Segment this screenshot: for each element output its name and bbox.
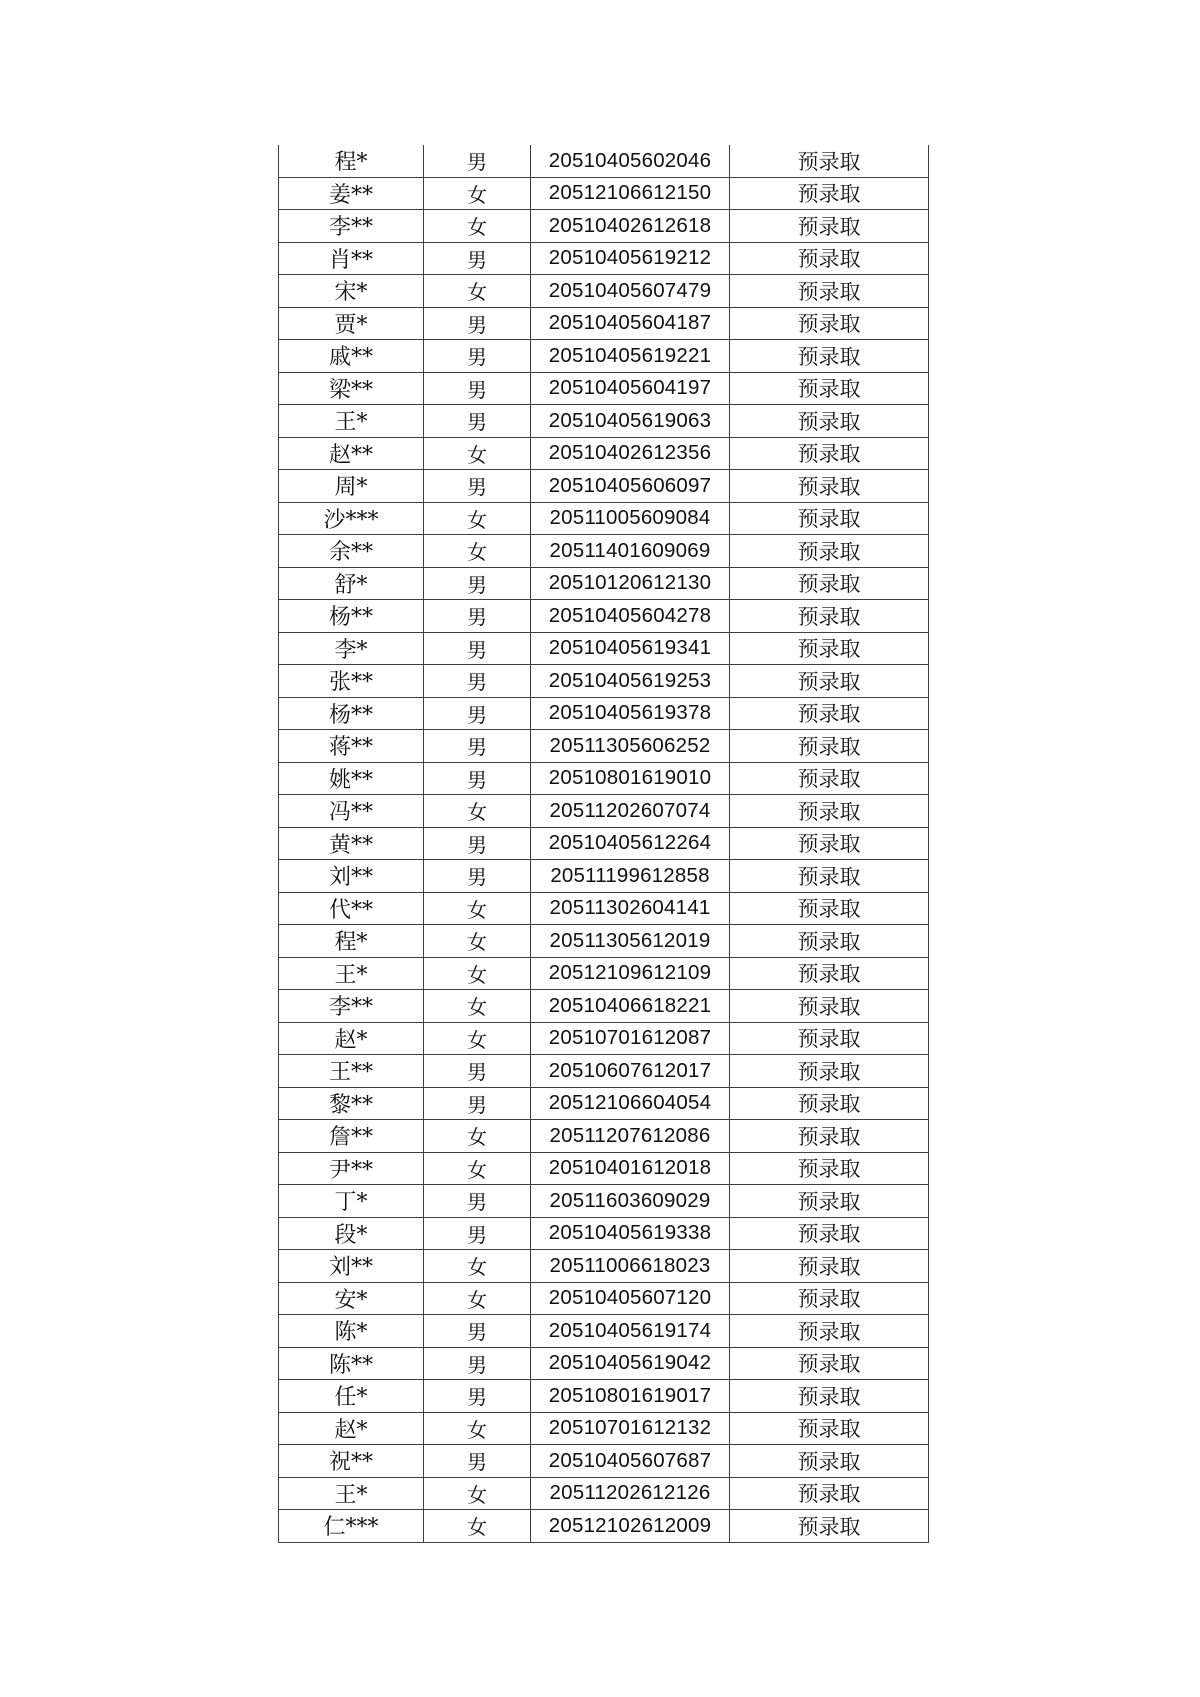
admission-status-cell: 预录取 bbox=[730, 502, 929, 535]
exam-number-cell: 20512109612109 bbox=[531, 957, 730, 990]
exam-number-cell: 20511006618023 bbox=[531, 1250, 730, 1283]
student-name-cell: 周* bbox=[279, 470, 424, 503]
table-row bbox=[279, 1217, 929, 1250]
gender-cell: 男 bbox=[424, 1380, 531, 1413]
exam-number-cell: 20510405619063 bbox=[531, 405, 730, 438]
admission-status-cell: 预录取 bbox=[730, 1250, 929, 1283]
admission-table bbox=[278, 145, 929, 1543]
exam-number-cell: 20510801619017 bbox=[531, 1380, 730, 1413]
table-row bbox=[279, 1120, 929, 1153]
gender-cell: 女 bbox=[424, 535, 531, 568]
student-name-cell: 赵** bbox=[279, 437, 424, 470]
gender-cell: 男 bbox=[424, 827, 531, 860]
table-row bbox=[279, 177, 929, 210]
exam-number-cell: 20512102612009 bbox=[531, 1510, 730, 1543]
student-name-cell: 贾* bbox=[279, 307, 424, 340]
admission-status-cell: 预录取 bbox=[730, 177, 929, 210]
student-name-cell: 陈* bbox=[279, 1315, 424, 1348]
admission-status-cell: 预录取 bbox=[730, 860, 929, 893]
gender-cell: 女 bbox=[424, 1250, 531, 1283]
student-name-cell: 姚** bbox=[279, 762, 424, 795]
gender-cell: 女 bbox=[424, 957, 531, 990]
gender-cell: 女 bbox=[424, 502, 531, 535]
table-row bbox=[279, 307, 929, 340]
table-row bbox=[279, 1282, 929, 1315]
student-name-cell: 王* bbox=[279, 405, 424, 438]
exam-number-cell: 20510405612264 bbox=[531, 827, 730, 860]
exam-number-cell: 20510405602046 bbox=[531, 145, 730, 177]
student-name-cell: 黄** bbox=[279, 827, 424, 860]
exam-number-cell: 20510405604278 bbox=[531, 600, 730, 633]
admission-status-cell: 预录取 bbox=[730, 307, 929, 340]
student-name-cell: 丁* bbox=[279, 1185, 424, 1218]
admission-status-cell: 预录取 bbox=[730, 1412, 929, 1445]
gender-cell: 男 bbox=[424, 730, 531, 763]
table-row bbox=[279, 210, 929, 243]
student-name-cell: 蒋** bbox=[279, 730, 424, 763]
exam-number-cell: 20511302604141 bbox=[531, 892, 730, 925]
gender-cell: 女 bbox=[424, 990, 531, 1023]
table-row bbox=[279, 1412, 929, 1445]
exam-number-cell: 20510405604197 bbox=[531, 372, 730, 405]
exam-number-cell: 20511305606252 bbox=[531, 730, 730, 763]
student-name-cell: 戚** bbox=[279, 340, 424, 373]
table-row bbox=[279, 340, 929, 373]
gender-cell: 女 bbox=[424, 1282, 531, 1315]
gender-cell: 男 bbox=[424, 340, 531, 373]
student-name-cell: 祝** bbox=[279, 1445, 424, 1478]
table-row bbox=[279, 502, 929, 535]
gender-cell: 男 bbox=[424, 307, 531, 340]
exam-number-cell: 20510701612087 bbox=[531, 1022, 730, 1055]
gender-cell: 男 bbox=[424, 567, 531, 600]
exam-number-cell: 20510405619338 bbox=[531, 1217, 730, 1250]
gender-cell: 男 bbox=[424, 697, 531, 730]
table-row bbox=[279, 535, 929, 568]
student-name-cell: 宋* bbox=[279, 275, 424, 308]
admission-status-cell: 预录取 bbox=[730, 697, 929, 730]
gender-cell: 女 bbox=[424, 1022, 531, 1055]
table-row bbox=[279, 1022, 929, 1055]
student-name-cell: 詹** bbox=[279, 1120, 424, 1153]
exam-number-cell: 20511202607074 bbox=[531, 795, 730, 828]
student-name-cell: 肖** bbox=[279, 242, 424, 275]
student-name-cell: 余** bbox=[279, 535, 424, 568]
admission-status-cell: 预录取 bbox=[730, 372, 929, 405]
admission-status-cell: 预录取 bbox=[730, 340, 929, 373]
table-row bbox=[279, 1055, 929, 1088]
admission-status-cell: 预录取 bbox=[730, 210, 929, 243]
admission-status-cell: 预录取 bbox=[730, 1445, 929, 1478]
exam-number-cell: 20510405619341 bbox=[531, 632, 730, 665]
table-row bbox=[279, 470, 929, 503]
admission-status-cell: 预录取 bbox=[730, 1022, 929, 1055]
gender-cell: 女 bbox=[424, 795, 531, 828]
table-row bbox=[279, 860, 929, 893]
admission-status-cell: 预录取 bbox=[730, 1217, 929, 1250]
exam-number-cell: 20510801619010 bbox=[531, 762, 730, 795]
exam-number-cell: 20510406618221 bbox=[531, 990, 730, 1023]
admission-status-cell: 预录取 bbox=[730, 1315, 929, 1348]
gender-cell: 男 bbox=[424, 1347, 531, 1380]
exam-number-cell: 20510401612018 bbox=[531, 1152, 730, 1185]
table-row bbox=[279, 990, 929, 1023]
exam-number-cell: 20510405619378 bbox=[531, 697, 730, 730]
gender-cell: 男 bbox=[424, 665, 531, 698]
exam-number-cell: 20510120612130 bbox=[531, 567, 730, 600]
admission-status-cell: 预录取 bbox=[730, 1087, 929, 1120]
exam-number-cell: 20511305612019 bbox=[531, 925, 730, 958]
gender-cell: 女 bbox=[424, 437, 531, 470]
student-name-cell: 李* bbox=[279, 632, 424, 665]
admission-status-cell: 预录取 bbox=[730, 665, 929, 698]
student-name-cell: 沙*** bbox=[279, 502, 424, 535]
table-row bbox=[279, 372, 929, 405]
student-name-cell: 陈** bbox=[279, 1347, 424, 1380]
exam-number-cell: 20510405619174 bbox=[531, 1315, 730, 1348]
admission-status-cell: 预录取 bbox=[730, 1477, 929, 1510]
admission-status-cell: 预录取 bbox=[730, 730, 929, 763]
admission-status-cell: 预录取 bbox=[730, 892, 929, 925]
exam-number-cell: 20510405607687 bbox=[531, 1445, 730, 1478]
table-row bbox=[279, 957, 929, 990]
gender-cell: 男 bbox=[424, 1217, 531, 1250]
admission-status-cell: 预录取 bbox=[730, 405, 929, 438]
gender-cell: 男 bbox=[424, 1185, 531, 1218]
exam-number-cell: 20510402612356 bbox=[531, 437, 730, 470]
admission-status-cell: 预录取 bbox=[730, 827, 929, 860]
gender-cell: 男 bbox=[424, 600, 531, 633]
admission-table-body bbox=[279, 145, 929, 1542]
admission-status-cell: 预录取 bbox=[730, 1347, 929, 1380]
student-name-cell: 杨** bbox=[279, 600, 424, 633]
exam-number-cell: 20511005609084 bbox=[531, 502, 730, 535]
exam-number-cell: 20510402612618 bbox=[531, 210, 730, 243]
table-row bbox=[279, 632, 929, 665]
table-row bbox=[279, 730, 929, 763]
admission-status-cell: 预录取 bbox=[730, 1120, 929, 1153]
student-name-cell: 杨** bbox=[279, 697, 424, 730]
student-name-cell: 姜** bbox=[279, 177, 424, 210]
gender-cell: 女 bbox=[424, 1152, 531, 1185]
student-name-cell: 程* bbox=[279, 145, 424, 177]
student-name-cell: 任* bbox=[279, 1380, 424, 1413]
student-name-cell: 赵* bbox=[279, 1412, 424, 1445]
gender-cell: 男 bbox=[424, 242, 531, 275]
admission-status-cell: 预录取 bbox=[730, 145, 929, 177]
table-row bbox=[279, 1477, 929, 1510]
gender-cell: 女 bbox=[424, 1477, 531, 1510]
student-name-cell: 冯** bbox=[279, 795, 424, 828]
table-row bbox=[279, 762, 929, 795]
admission-status-cell: 预录取 bbox=[730, 1510, 929, 1543]
admission-status-cell: 预录取 bbox=[730, 535, 929, 568]
exam-number-cell: 20511199612858 bbox=[531, 860, 730, 893]
gender-cell: 男 bbox=[424, 145, 531, 177]
table-row bbox=[279, 437, 929, 470]
table-row bbox=[279, 1380, 929, 1413]
gender-cell: 男 bbox=[424, 1055, 531, 1088]
table-row bbox=[279, 892, 929, 925]
student-name-cell: 王** bbox=[279, 1055, 424, 1088]
exam-number-cell: 20510405606097 bbox=[531, 470, 730, 503]
admission-status-cell: 预录取 bbox=[730, 275, 929, 308]
admission-status-cell: 预录取 bbox=[730, 795, 929, 828]
table-row bbox=[279, 827, 929, 860]
gender-cell: 男 bbox=[424, 860, 531, 893]
exam-number-cell: 20511202612126 bbox=[531, 1477, 730, 1510]
exam-number-cell: 20511207612086 bbox=[531, 1120, 730, 1153]
exam-number-cell: 20510405619221 bbox=[531, 340, 730, 373]
table-row bbox=[279, 1152, 929, 1185]
student-name-cell: 仁*** bbox=[279, 1510, 424, 1543]
student-name-cell: 舒* bbox=[279, 567, 424, 600]
admission-status-cell: 预录取 bbox=[730, 437, 929, 470]
admission-status-cell: 预录取 bbox=[730, 470, 929, 503]
gender-cell: 女 bbox=[424, 892, 531, 925]
gender-cell: 女 bbox=[424, 210, 531, 243]
student-name-cell: 张** bbox=[279, 665, 424, 698]
student-name-cell: 梁** bbox=[279, 372, 424, 405]
exam-number-cell: 20511603609029 bbox=[531, 1185, 730, 1218]
table-row bbox=[279, 925, 929, 958]
table-row bbox=[279, 665, 929, 698]
exam-number-cell: 20510405607120 bbox=[531, 1282, 730, 1315]
admission-status-cell: 预录取 bbox=[730, 925, 929, 958]
student-name-cell: 安* bbox=[279, 1282, 424, 1315]
student-name-cell: 程* bbox=[279, 925, 424, 958]
admission-status-cell: 预录取 bbox=[730, 242, 929, 275]
gender-cell: 女 bbox=[424, 1412, 531, 1445]
admission-status-cell: 预录取 bbox=[730, 600, 929, 633]
table-row bbox=[279, 242, 929, 275]
admission-status-cell: 预录取 bbox=[730, 957, 929, 990]
table-row bbox=[279, 1087, 929, 1120]
gender-cell: 女 bbox=[424, 1120, 531, 1153]
exam-number-cell: 20512106604054 bbox=[531, 1087, 730, 1120]
gender-cell: 男 bbox=[424, 372, 531, 405]
student-name-cell: 刘** bbox=[279, 1250, 424, 1283]
gender-cell: 男 bbox=[424, 1087, 531, 1120]
gender-cell: 男 bbox=[424, 1445, 531, 1478]
exam-number-cell: 20510405619042 bbox=[531, 1347, 730, 1380]
exam-number-cell: 20510405604187 bbox=[531, 307, 730, 340]
admission-status-cell: 预录取 bbox=[730, 632, 929, 665]
table-row bbox=[279, 567, 929, 600]
table-row bbox=[279, 275, 929, 308]
admission-status-cell: 预录取 bbox=[730, 1152, 929, 1185]
table-row bbox=[279, 145, 929, 177]
gender-cell: 女 bbox=[424, 925, 531, 958]
table-row bbox=[279, 1510, 929, 1543]
table-row bbox=[279, 697, 929, 730]
admission-status-cell: 预录取 bbox=[730, 1282, 929, 1315]
gender-cell: 男 bbox=[424, 632, 531, 665]
gender-cell: 男 bbox=[424, 470, 531, 503]
student-name-cell: 王* bbox=[279, 957, 424, 990]
student-name-cell: 段* bbox=[279, 1217, 424, 1250]
admission-status-cell: 预录取 bbox=[730, 762, 929, 795]
table-row bbox=[279, 405, 929, 438]
gender-cell: 女 bbox=[424, 275, 531, 308]
table-row bbox=[279, 1185, 929, 1218]
table-row bbox=[279, 600, 929, 633]
gender-cell: 男 bbox=[424, 405, 531, 438]
exam-number-cell: 20510607612017 bbox=[531, 1055, 730, 1088]
admission-status-cell: 预录取 bbox=[730, 567, 929, 600]
gender-cell: 女 bbox=[424, 1510, 531, 1543]
admission-status-cell: 预录取 bbox=[730, 990, 929, 1023]
table-row bbox=[279, 1445, 929, 1478]
student-name-cell: 赵* bbox=[279, 1022, 424, 1055]
table-row bbox=[279, 1347, 929, 1380]
table-row bbox=[279, 795, 929, 828]
table-row bbox=[279, 1315, 929, 1348]
student-name-cell: 尹** bbox=[279, 1152, 424, 1185]
gender-cell: 男 bbox=[424, 762, 531, 795]
exam-number-cell: 20511401609069 bbox=[531, 535, 730, 568]
student-name-cell: 李** bbox=[279, 210, 424, 243]
gender-cell: 男 bbox=[424, 1315, 531, 1348]
exam-number-cell: 20512106612150 bbox=[531, 177, 730, 210]
student-name-cell: 王* bbox=[279, 1477, 424, 1510]
student-name-cell: 黎** bbox=[279, 1087, 424, 1120]
admission-status-cell: 预录取 bbox=[730, 1380, 929, 1413]
table-row bbox=[279, 1250, 929, 1283]
gender-cell: 女 bbox=[424, 177, 531, 210]
admission-status-cell: 预录取 bbox=[730, 1185, 929, 1218]
exam-number-cell: 20510701612132 bbox=[531, 1412, 730, 1445]
exam-number-cell: 20510405619212 bbox=[531, 242, 730, 275]
exam-number-cell: 20510405619253 bbox=[531, 665, 730, 698]
student-name-cell: 李** bbox=[279, 990, 424, 1023]
exam-number-cell: 20510405607479 bbox=[531, 275, 730, 308]
student-name-cell: 代** bbox=[279, 892, 424, 925]
student-name-cell: 刘** bbox=[279, 860, 424, 893]
admission-status-cell: 预录取 bbox=[730, 1055, 929, 1088]
